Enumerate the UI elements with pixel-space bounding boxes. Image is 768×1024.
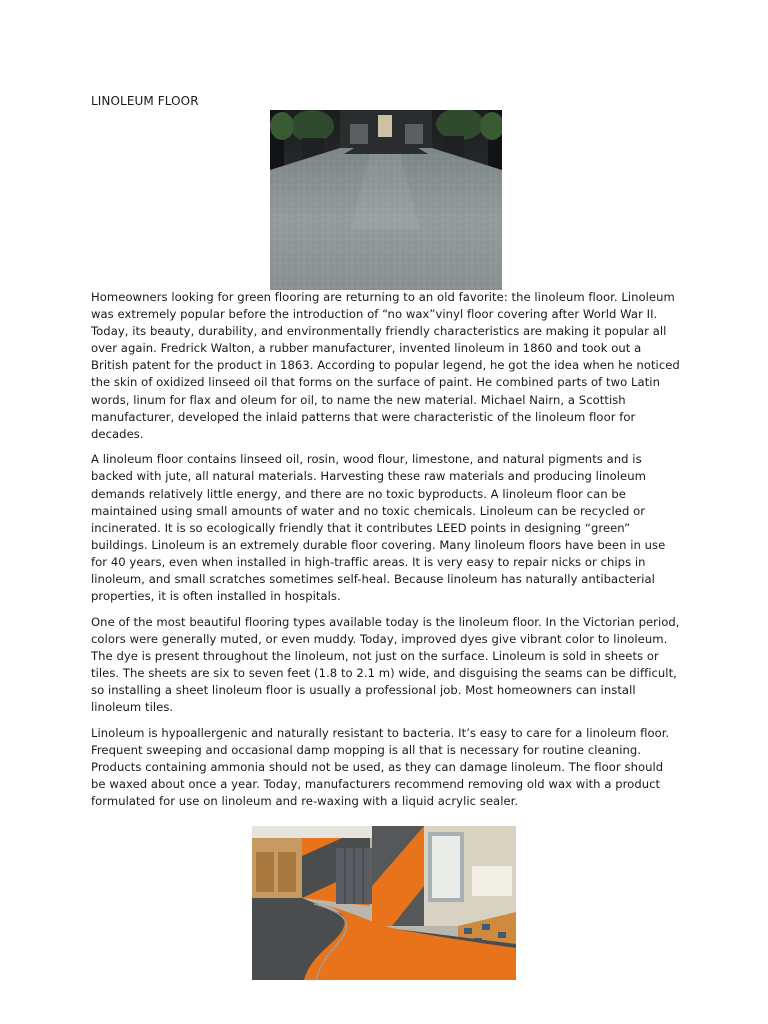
article-body (91, 289, 681, 819)
paragraph-history: Homeowners looking for green flooring are returning to an old favorite: the linoleum floor. Linoleum was extremely popular before the introduction of “no wax”vinyl floor covering after World War II. Today, its beauty, durability, and environmentally friendly characteristics are making it popular all over again. Fredrick Walton, a rubber manufacturer, invented linoleum in 1860 and took out a British patent for the product in 1863. According to popular legend, he got the idea when he noticed the skin of oxidized linseed oil that forms on the surface of paint. He combined parts of two Latin words, linum for flax and oleum for oil, to name the new material. Michael Nairn, a Scottish manufacturer, developed the inlaid patterns that were characteristic of the linoleum floor for decades. (91, 290, 680, 441)
paragraph-care: Linoleum is hypoallergenic and naturally resistant to bacteria. It’s easy to care for a linoleum floor. Frequent sweeping and occasional damp mopping is all that is necessary for routine cleaning. Products containing ammonia should not be used, as they can damage linoleum. The floor should be waxed about once a year. Today, manufacturers recommend removing old wax with a product formulated for use on linoleum and re-waxing with a liquid acrylic sealer. (91, 725, 670, 809)
corridor-floor-photo (252, 826, 516, 980)
paragraph-materials: A linoleum floor contains linseed oil, rosin, wood flour, limestone, and natural pigments and is backed with jute, all natural materials. Harvesting these raw materials and producing linoleum demands relatively little energy, and there are no toxic byproducts. A linoleum floor can be maintained using small amounts of water and no toxic chemicals. Linoleum can be recycled or incinerated. It is so ecologically friendly that it contributes LEED points in designing “green” buildings. Linoleum is an extremely durable floor covering. Many linoleum floors have been in use for 40 years, even when installed in high-traffic areas. It is very easy to repair nicks or chips in linoleum, and small scratches sometimes self-heal. Because linoleum has naturally antibacterial properties, it is often installed in hospitals. (91, 452, 666, 604)
page-title: LINOLEUM FLOOR (91, 94, 199, 108)
paragraph-colors: One of the most beautiful flooring types available today is the linoleum floor. In the Victorian period, colors were generally muted, or even muddy. Today, improved dyes give vibrant color to linoleum. The dye is present throughout the linoleum, not just on the surface. Linoleum is sold in sheets or tiles. The sheets are six to seven feet (1.8 to 2.1 m) wide, and disguising the seams can be difficult, so installing a sheet linoleum floor is usually a professional job. Most homeowners can install linoleum tiles. (91, 614, 680, 715)
lobby-floor-photo (270, 110, 502, 290)
